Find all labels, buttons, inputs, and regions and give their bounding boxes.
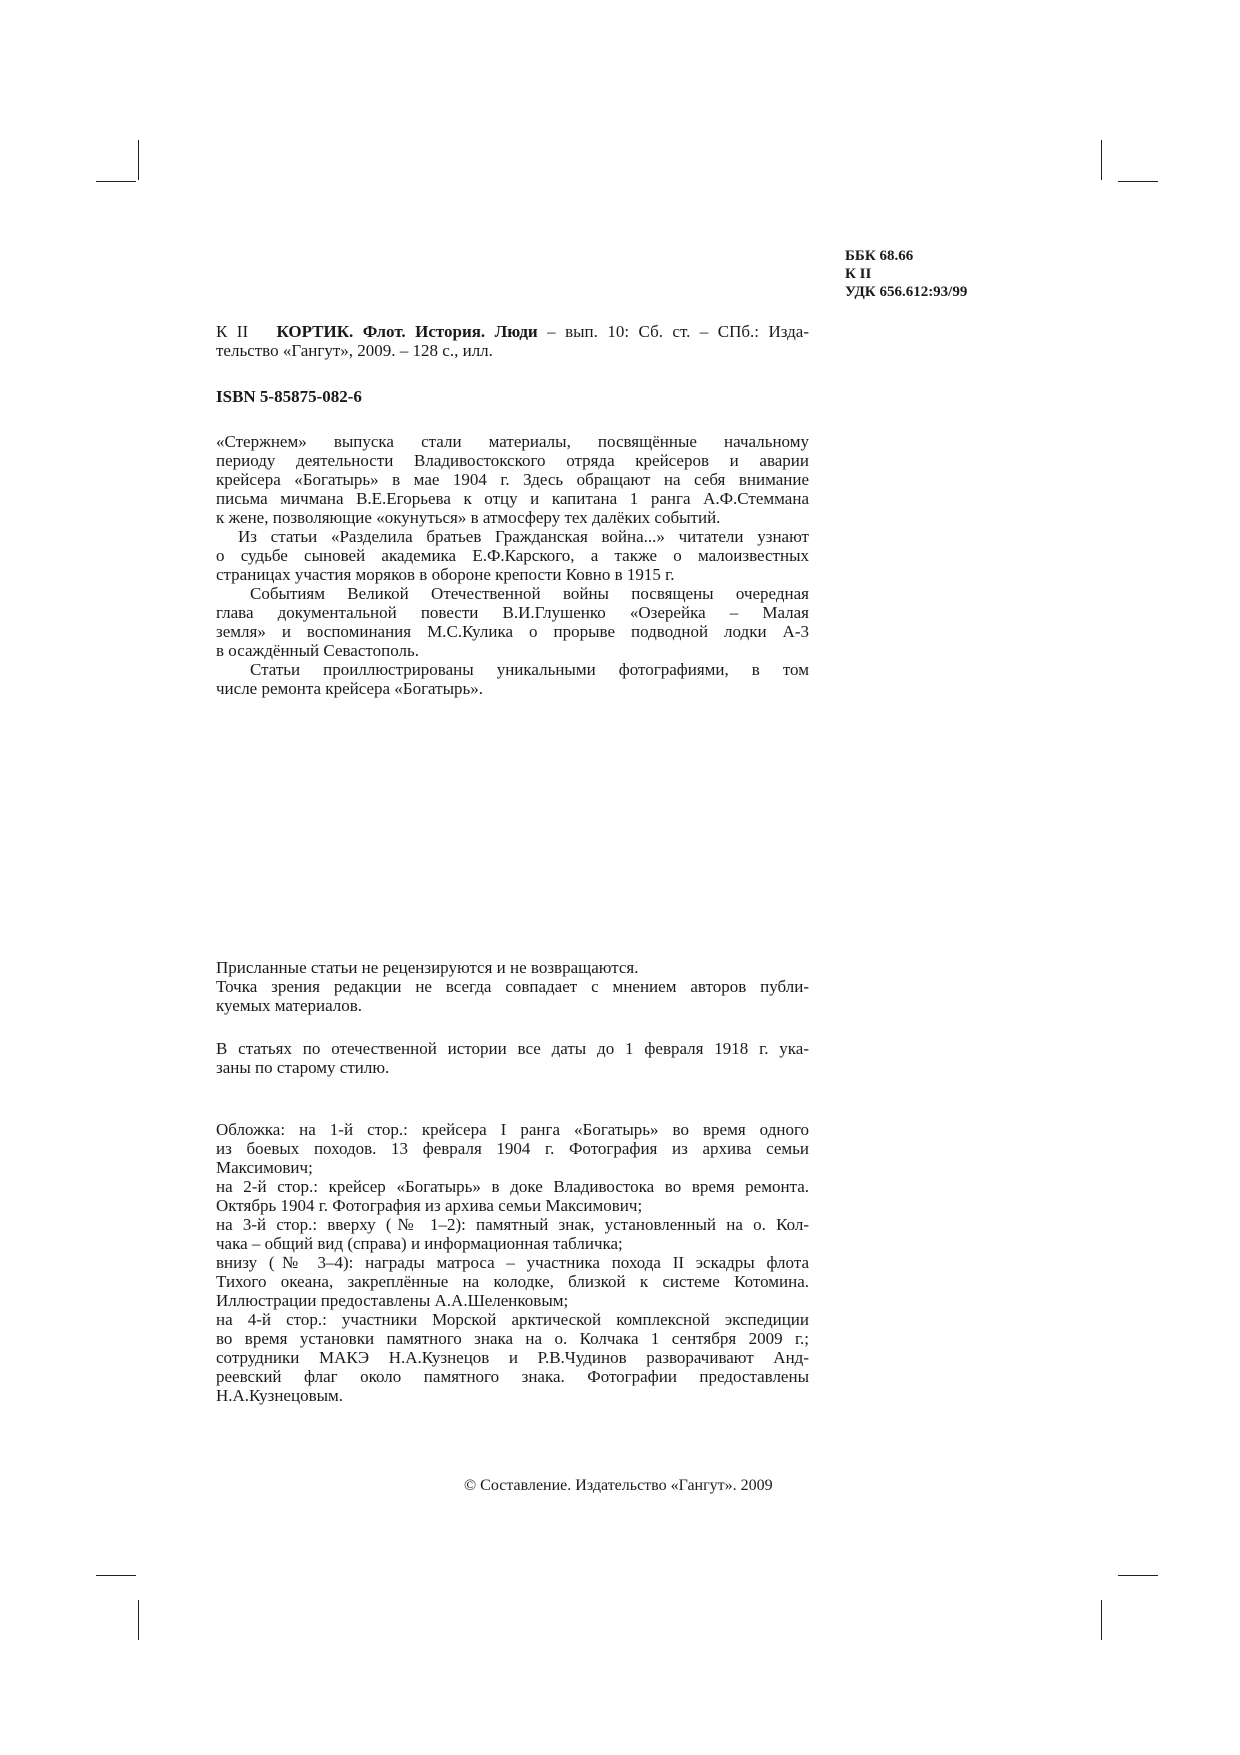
annotation-line: о судьбе сыновей академика Е.Ф.Карского, а также о малоизвестных (216, 546, 809, 565)
cover-line: Обложка: на 1-й стор.: крейсера I ранга «Богатырь» во время одного (216, 1120, 809, 1139)
notice-line: Присланные статьи не рецензируются и не возвращаются. (216, 958, 639, 977)
copyright-line: © Составление. Издательство «Гангут». 2009 (464, 1477, 773, 1494)
crop-mark-top-left-horizontal (96, 181, 136, 182)
annotation-line: крейсера «Богатырь» в мае 1904 г. Здесь обращают на себя внимание (216, 470, 809, 489)
cover-line: на 3-й стор.: вверху (№ 1–2): памятный знак, установленный на о. Кол- (216, 1215, 809, 1234)
cover-line: чака – общий вид (справа) и информационная табличка; (216, 1234, 623, 1253)
crop-mark-bottom-right-horizontal (1118, 1575, 1158, 1576)
annotation-line: Из статьи «Разделила братьев Гражданская война...» читатели узнают (238, 527, 809, 546)
annotation-line: в осаждённый Севастополь. (216, 641, 419, 660)
crop-mark-bottom-left-vertical (138, 1600, 139, 1640)
dates-note-line: В статьях по отечественной истории все даты до 1 февраля 1918 г. ука- (216, 1039, 809, 1058)
notice-line: Точка зрения редакции не всегда совпадает с мнением авторов публи- (216, 977, 809, 996)
cover-line: Максимович; (216, 1158, 313, 1177)
crop-mark-top-left-vertical (138, 140, 139, 180)
notice-line: куемых материалов. (216, 996, 363, 1015)
bibliographic-entry (216, 322, 809, 360)
bibliographic-details: – вып. 10: Сб. ст. – СПб.: Изда- (537, 322, 809, 341)
author-mark: К II (845, 266, 872, 282)
annotation-line: Событиям Великой Отечественной войны посвящены очередная (250, 584, 809, 603)
annotation-line: страницах участия моряков в обороне крепости Ковно в 1915 г. (216, 565, 675, 584)
annotation-line: земля» и воспоминания М.С.Кулика о прорыве подводной лодки А-3 (216, 622, 809, 641)
editorial-notice (216, 958, 809, 1015)
cover-line: Иллюстрации предоставлены А.А.Шеленковым; (216, 1291, 569, 1310)
cover-line: сотрудники МАКЭ Н.А.Кузнецов и Р.В.Чудинов разворачивают Анд- (216, 1348, 809, 1367)
crop-mark-bottom-left-horizontal (96, 1575, 136, 1576)
annotation-line: Статьи проиллюстрированы уникальными фотографиями, в том (250, 660, 809, 679)
crop-mark-top-right-vertical (1101, 140, 1102, 180)
cover-line: на 4-й стор.: участники Морской арктической комплексной экспедиции (216, 1310, 809, 1329)
cover-line: на 2-й стор.: крейсер «Богатырь» в доке Владивостока во время ремонта. (216, 1177, 809, 1196)
dates-note (216, 1039, 809, 1077)
classification-codes (845, 247, 967, 301)
cover-line: Н.А.Кузнецовым. (216, 1386, 344, 1405)
annotation-line: глава документальной повести В.И.Глушенко «Озерейка – Малая (216, 603, 809, 622)
bbk-code: ББК 68.66 (845, 248, 914, 264)
annotation-line: «Стержнем» выпуска стали материалы, посвящённые начальному (216, 432, 809, 451)
bibliographic-mark: К II (216, 322, 249, 341)
crop-mark-top-right-horizontal (1118, 181, 1158, 182)
isbn: ISBN 5-85875-082-6 (216, 387, 362, 406)
cover-line: реевский флаг около памятного знака. Фотографии предоставлены (216, 1367, 809, 1386)
cover-description (216, 1120, 809, 1405)
crop-mark-bottom-right-vertical (1101, 1600, 1102, 1640)
book-title: КОРТИК. Флот. История. Люди (276, 322, 538, 341)
cover-line: внизу (№ 3–4): награды матроса – участника похода II эскадры флота (216, 1253, 809, 1272)
cover-line: Тихого океана, закреплённые на колодке, близкой к системе Котомина. (216, 1272, 809, 1291)
annotation-line: к жене, позволяющие «окунуться» в атмосферу тех далёких событий. (216, 508, 721, 527)
udk-code: УДК 656.612:93/99 (845, 284, 968, 300)
bibliographic-line-1 (216, 322, 809, 341)
cover-line: Октябрь 1904 г. Фотография из архива семьи Максимович; (216, 1196, 643, 1215)
cover-line: во время установки памятного знака на о. Колчака 1 сентября 2009 г.; (216, 1329, 809, 1348)
annotation-line: периоду деятельности Владивостокского отряда крейсеров и аварии (216, 451, 809, 470)
annotation-line: числе ремонта крейсера «Богатырь». (216, 679, 483, 698)
annotation (216, 432, 809, 698)
bibliographic-line-2: тельство «Гангут», 2009. – 128 с., илл. (216, 341, 493, 360)
dates-note-line: заны по старому стилю. (216, 1058, 390, 1077)
cover-line: из боевых походов. 13 февраля 1904 г. Фотография из архива семьи (216, 1139, 809, 1158)
annotation-line: письма мичмана В.Е.Егорьева к отцу и капитана 1 ранга А.Ф.Стеммана (216, 489, 809, 508)
